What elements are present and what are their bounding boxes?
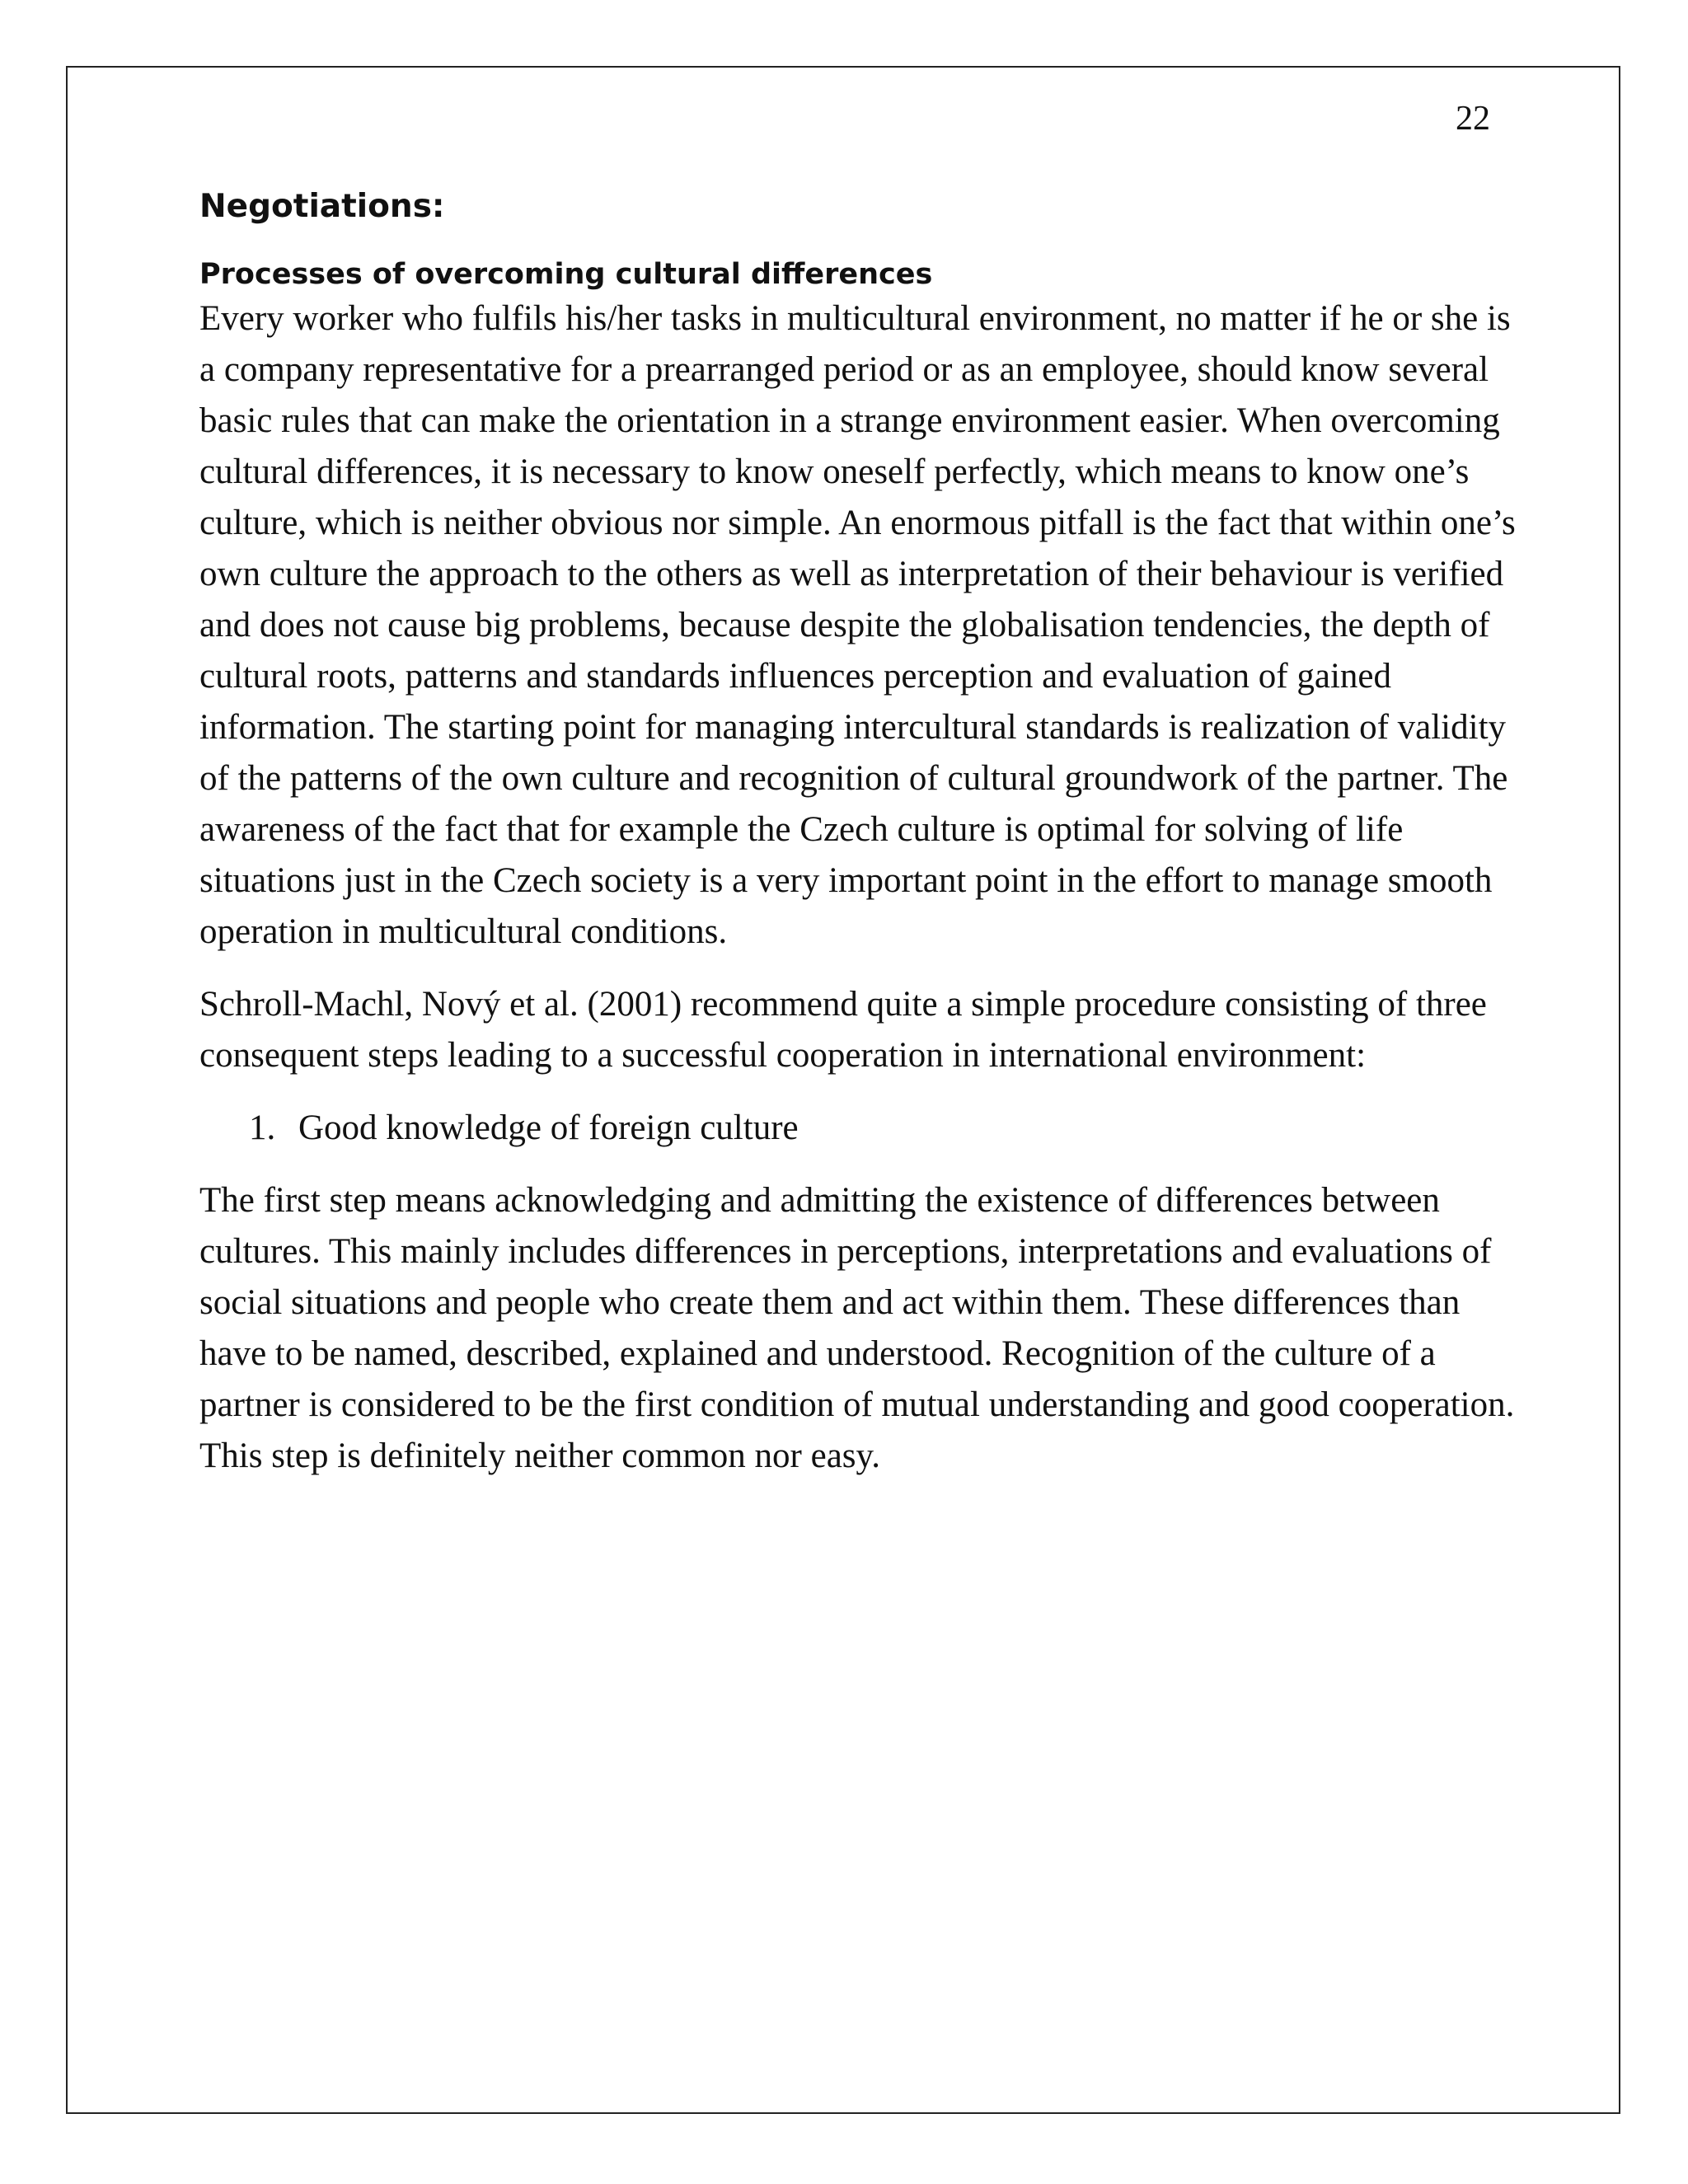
section-heading: Negotiations:: [199, 188, 445, 225]
list-item-text: Good knowledge of foreign culture: [298, 1108, 799, 1148]
document-body: [199, 188, 1518, 1482]
list-item-number: 1.: [249, 1108, 276, 1148]
paragraph-first-step: The first step means acknowledging and admitting the existence of differences between cultures. This mainly includes differences in perceptions, interpretations and evaluations of social situations and people who create them and act within them. These differences than have to be named, described, explained and understood. Recognition of the culture of a partner is considered to be the first condition of mutual understanding and good cooperation. This step is definitely neither common nor easy.: [199, 1181, 1515, 1476]
list-item: [249, 1103, 1518, 1154]
page-number: 22: [1456, 100, 1490, 138]
paragraph-intro: Every worker who fulfils his/her tasks in multicultural environment, no matter if he or she is a company representative for a prearranged period or as an employee, should know several basic rules that can make the orientation in a strange environment easier. When overcoming cultural differences, it is necessary to know oneself perfectly, which means to know one’s culture, which is neither obvious nor simple. An enormous pitfall is the fact that within one’s own culture the approach to the others as well as interpretation of their behaviour is verified and does not cause big problems, because despite the globalisation tendencies, the depth of cultural roots, patterns and standards influences perception and evaluation of gained information. The starting point for managing intercultural standards is realization of validity of the patterns of the own culture and recognition of cultural groundwork of the partner. The awareness of the fact that for example the Czech culture is optimal for solving of life situations just in the Czech society is a very important point in the effort to manage smooth operation in multicultural conditions.: [199, 299, 1516, 952]
paragraph-procedure: Schroll-Machl, Nový et al. (2001) recommend quite a simple procedure consisting of three consequent steps leading to a successful cooperation in international environment:: [199, 985, 1487, 1076]
subsection-heading: Processes of overcoming cultural differences: [199, 257, 933, 291]
